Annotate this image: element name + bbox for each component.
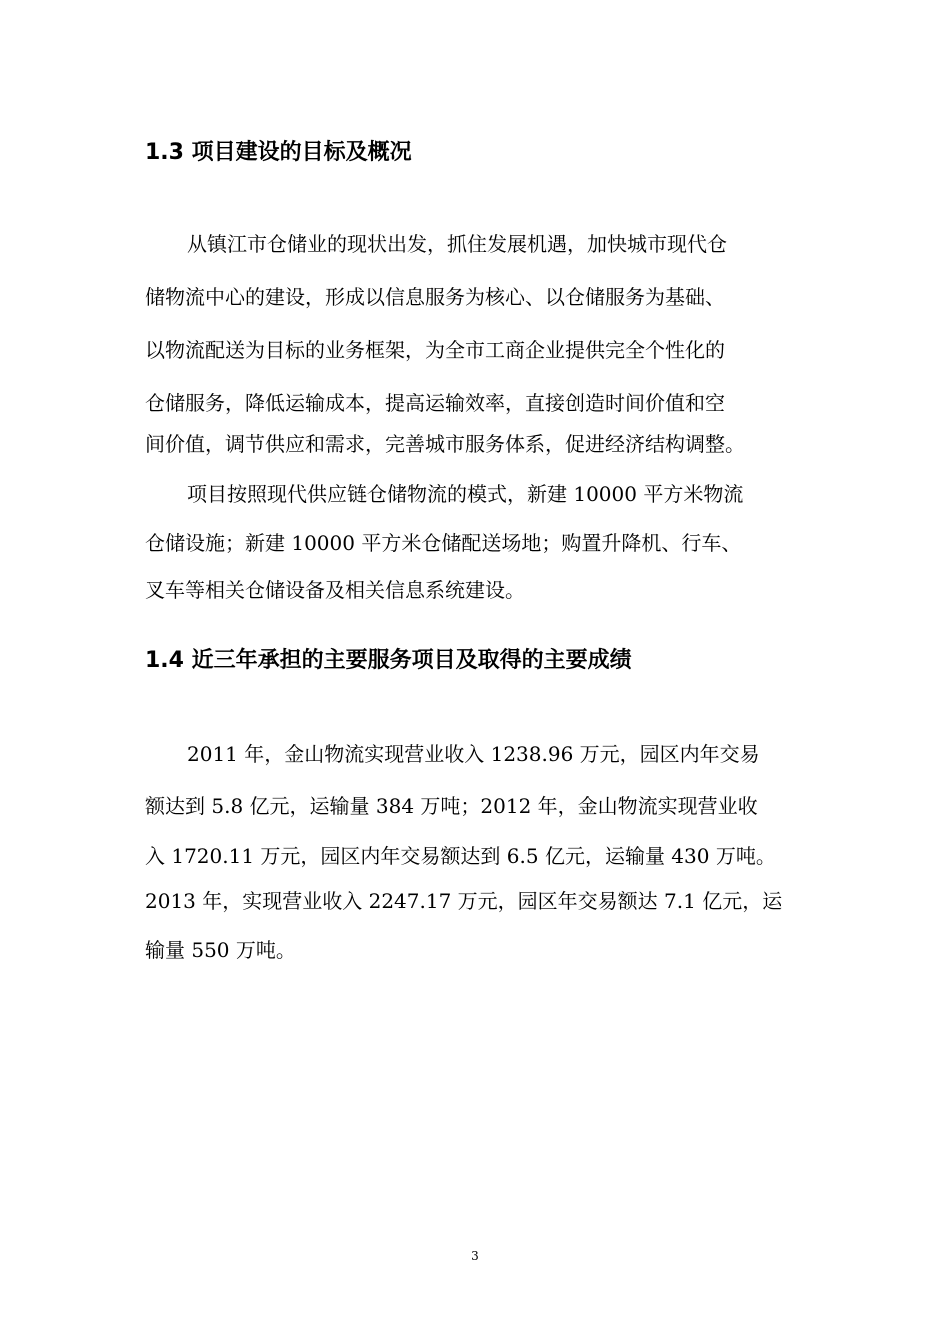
page-number: 3 bbox=[471, 1249, 479, 1263]
paragraph-line: 叉车等相关仓储设备及相关信息系统建设。 bbox=[145, 578, 525, 602]
paragraph-line: 以物流配送为目标的业务框架，为全市工商企业提供完全个性化的 bbox=[145, 338, 725, 362]
paragraph-line: 仓储设施；新建 10000 平方米仓储配送场地；购置升降机、行车、 bbox=[145, 531, 742, 555]
paragraph-line: 间价值，调节供应和需求，完善城市服务体系，促进经济结构调整。 bbox=[145, 432, 745, 456]
paragraph-line: 2013 年，实现营业收入 2247.17 万元，园区年交易额达 7.1 亿元，运 bbox=[145, 889, 783, 913]
paragraph-line: 输量 550 万吨。 bbox=[145, 938, 296, 962]
paragraph-line: 入 1720.11 万元，园区内年交易额达到 6.5 亿元，运输量 430 万吨。 bbox=[145, 844, 776, 868]
paragraph-line: 2011 年，金山物流实现营业收入 1238.96 万元，园区内年交易 bbox=[187, 742, 760, 766]
section-1-4-heading: 1.4 近三年承担的主要服务项目及取得的主要成绩 bbox=[145, 648, 632, 673]
paragraph-line: 从镇江市仓储业的现状出发，抓住发展机遇，加快城市现代仓 bbox=[187, 232, 727, 256]
paragraph-line: 额达到 5.8 亿元，运输量 384 万吨；2012 年，金山物流实现营业收 bbox=[145, 794, 758, 818]
paragraph-line: 仓储服务，降低运输成本，提高运输效率，直接创造时间价值和空 bbox=[145, 391, 725, 415]
section-1-3-heading: 1.3 项目建设的目标及概况 bbox=[145, 140, 412, 165]
paragraph-line: 储物流中心的建设，形成以信息服务为核心、以仓储服务为基础、 bbox=[145, 285, 725, 309]
paragraph-line: 项目按照现代供应链仓储物流的模式，新建 10000 平方米物流 bbox=[187, 482, 744, 506]
